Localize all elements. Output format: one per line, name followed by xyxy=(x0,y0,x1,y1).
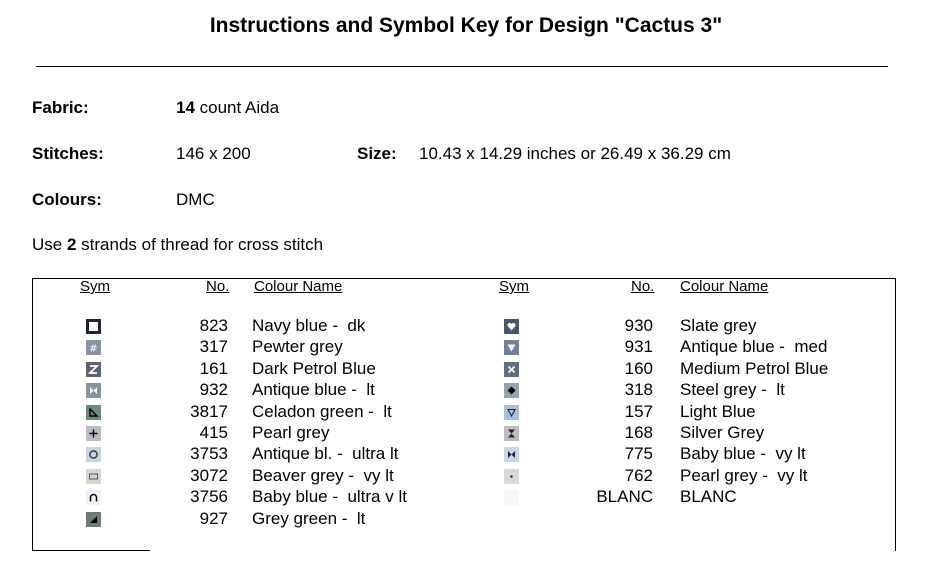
fabric-value xyxy=(176,98,279,118)
bowtie-light-icon xyxy=(504,447,519,462)
dmc-number: BLANC xyxy=(596,487,653,507)
heart-icon xyxy=(504,319,519,334)
dmc-number: 3817 xyxy=(190,401,228,421)
dmc-number: 931 xyxy=(624,337,653,357)
right-key-row xyxy=(0,380,785,401)
dmc-number: 318 xyxy=(624,380,653,400)
dmc-number: 3072 xyxy=(190,465,228,485)
right-key-row xyxy=(0,401,756,423)
colour-name: Light Blue xyxy=(680,401,756,421)
size-label: Size: xyxy=(357,144,397,163)
right-header-name: Colour Name xyxy=(680,278,769,295)
diamond-icon xyxy=(504,383,519,398)
dmc-number: 168 xyxy=(624,423,653,442)
colour-name: Antique bl. - ultra lt xyxy=(252,444,399,464)
symbol-key-box-bottom xyxy=(32,550,150,551)
right-header-sym: Sym xyxy=(499,278,529,295)
dot-icon xyxy=(504,469,519,484)
colour-name: BLANC xyxy=(680,487,737,507)
strands-post: strands of thread for cross stitch xyxy=(76,235,324,254)
right-header-no: No. xyxy=(631,278,655,295)
down-triangle-outline-icon xyxy=(504,405,519,420)
colour-name: Celadon green - lt xyxy=(252,401,392,421)
colour-name: Slate grey xyxy=(680,316,757,335)
dmc-number: 932 xyxy=(199,380,228,400)
right-key-row xyxy=(0,465,808,487)
right-key-row xyxy=(0,316,757,337)
colour-name: Antique blue - med xyxy=(680,337,828,357)
dmc-number: 415 xyxy=(199,423,228,442)
dmc-number: 930 xyxy=(624,316,653,335)
fabric-count: 14 xyxy=(176,98,195,117)
page-title: Instructions and Symbol Key for Design "Cactus 3" xyxy=(209,14,723,37)
dmc-number: 3756 xyxy=(190,487,228,507)
fabric-label: Fabric: xyxy=(32,98,89,117)
colour-name: Baby blue - vy lt xyxy=(680,444,806,464)
right-key-row xyxy=(0,337,828,358)
colour-name: Pearl grey xyxy=(252,423,330,442)
stitches-label: Stitches: xyxy=(32,144,104,163)
fabric-type: count Aida xyxy=(194,98,280,117)
strands-pre: Use xyxy=(32,235,67,254)
strands-instruction xyxy=(32,235,323,255)
svg-text:#: # xyxy=(89,343,98,355)
colours-label: Colours: xyxy=(32,190,102,209)
colour-name: Beaver grey - vy lt xyxy=(252,465,394,485)
colour-name: Silver Grey xyxy=(680,423,765,442)
filled-triangle-icon xyxy=(86,512,101,527)
left-header-no: No. xyxy=(206,278,230,295)
colour-name: Dark Petrol Blue xyxy=(252,358,376,378)
colour-name: Antique blue - lt xyxy=(252,380,375,400)
x-icon xyxy=(504,362,519,377)
dmc-number: 157 xyxy=(624,401,653,421)
dmc-number: 762 xyxy=(624,465,653,485)
left-header-name: Colour Name xyxy=(254,278,343,295)
left-key-row xyxy=(0,509,420,530)
strands-number: 2 xyxy=(66,235,77,254)
colours-value: DMC xyxy=(176,190,215,209)
dmc-number: 823 xyxy=(199,316,228,335)
down-triangle-filled-icon xyxy=(504,340,519,355)
right-key-row xyxy=(0,444,806,465)
size-value: 10.43 x 14.29 inches or 26.49 x 36.29 cm xyxy=(419,144,731,163)
stitches-value: 146 x 200 xyxy=(176,144,251,163)
colour-name: Navy blue - dk xyxy=(252,316,366,335)
colour-name: Steel grey - lt xyxy=(680,380,785,400)
colour-name: Pewter grey xyxy=(252,337,343,357)
colour-name: Grey green - lt xyxy=(252,508,366,528)
dmc-number: 927 xyxy=(199,508,228,528)
title-divider xyxy=(36,66,888,67)
colour-name: Pearl grey - vy lt xyxy=(680,465,808,485)
right-key-row xyxy=(0,358,829,380)
right-key-row xyxy=(0,487,737,508)
left-header-sym: Sym xyxy=(80,278,110,295)
dmc-number: 775 xyxy=(624,444,653,464)
colour-name: Medium Petrol Blue xyxy=(680,358,829,378)
dmc-number: 161 xyxy=(199,358,228,378)
hourglass-icon xyxy=(504,426,519,441)
blank-icon xyxy=(504,490,519,505)
dmc-number: 160 xyxy=(624,358,653,378)
dmc-number: 3753 xyxy=(190,444,228,464)
right-key-row xyxy=(0,423,765,444)
colour-name: Baby blue - ultra v lt xyxy=(252,487,407,507)
dmc-number: 317 xyxy=(199,337,228,357)
